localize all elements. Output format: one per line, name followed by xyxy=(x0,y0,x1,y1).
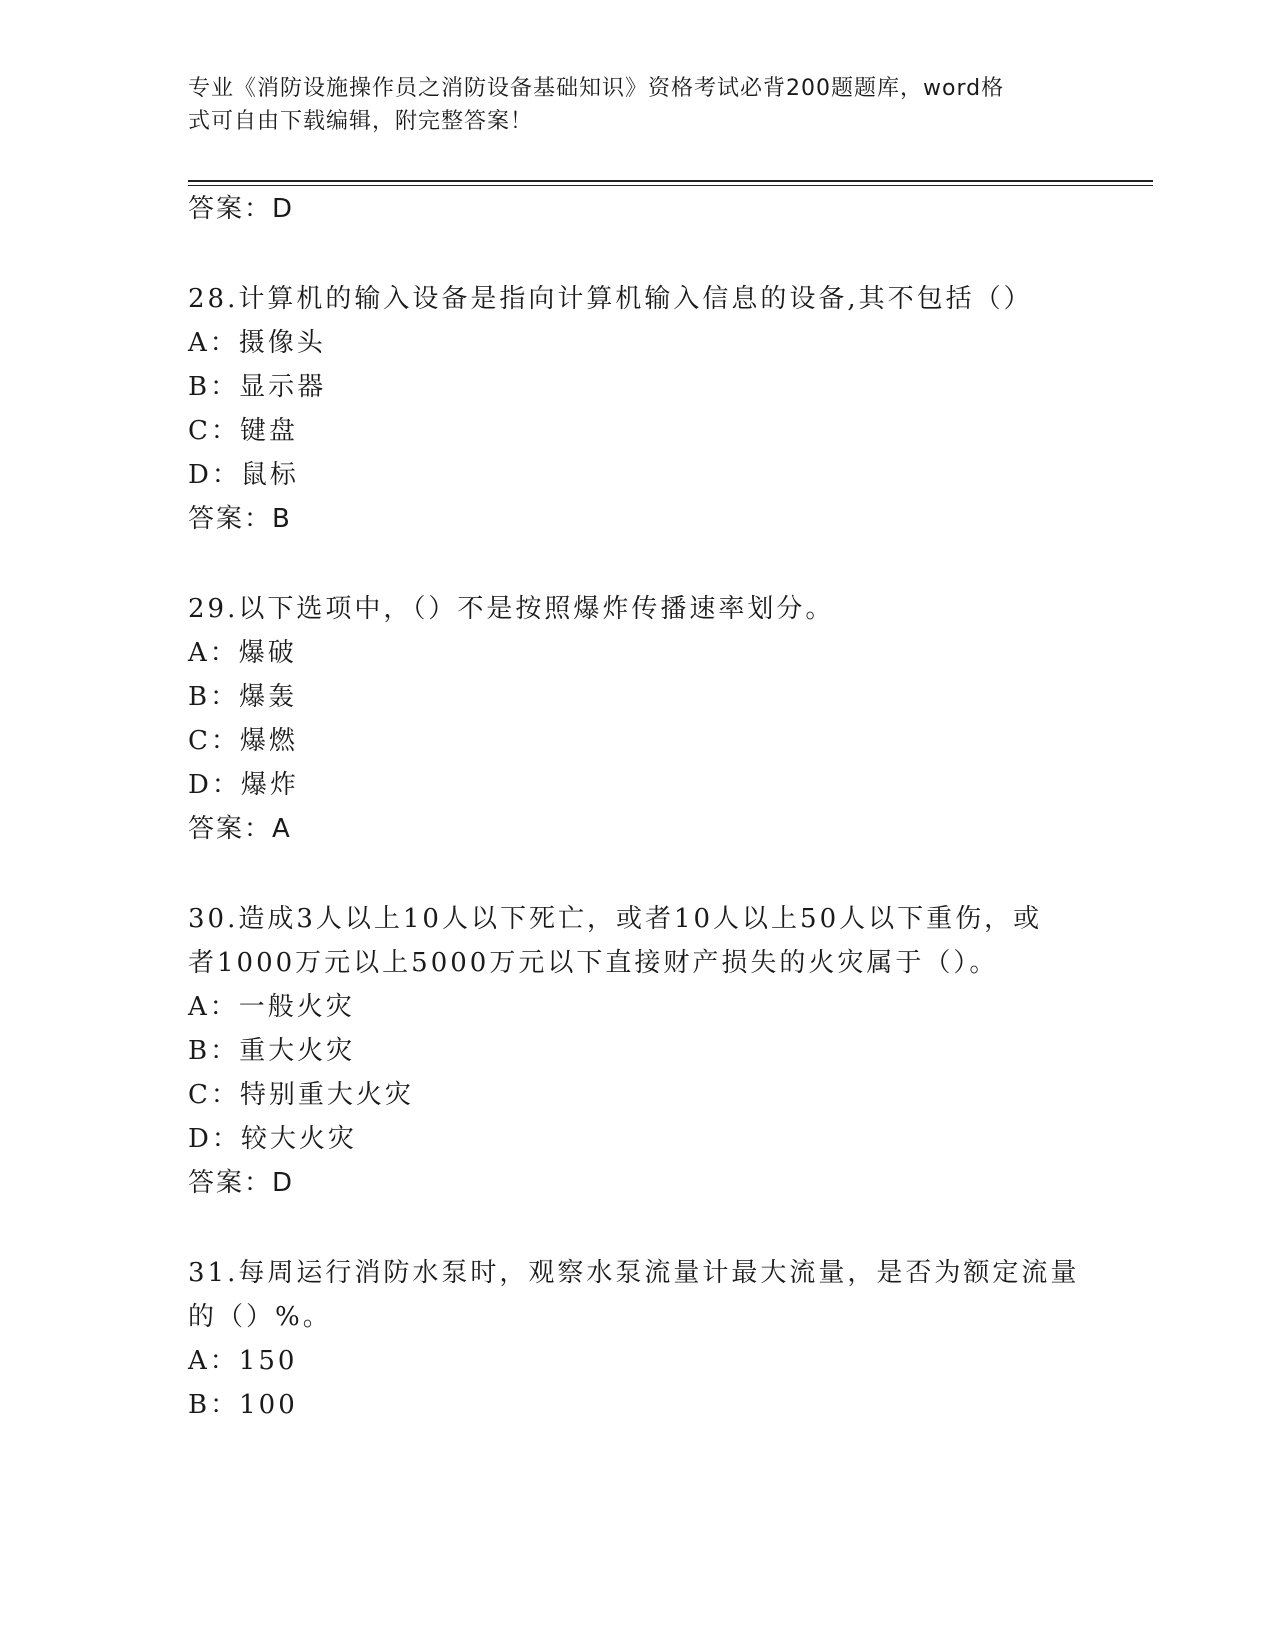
question-30-option-d: D：较大火灾 xyxy=(188,1124,357,1154)
question-30-stem-line-1: 30.造成3人以上10人以下死亡，或者10人以上50人以下重伤，或 xyxy=(188,904,1043,934)
question-29-answer: 答案：A xyxy=(188,814,292,844)
question-30-option-b: B：重大火灾 xyxy=(188,1036,356,1066)
question-31-option-a: A：150 xyxy=(188,1346,298,1376)
header-line-1: 专业《消防设施操作员之消防设备基础知识》资格考试必背200题题库，word格 xyxy=(188,76,1005,101)
question-29-option-b: B：爆轰 xyxy=(188,682,298,712)
question-30-option-c: C：特别重大火灾 xyxy=(188,1080,414,1110)
header-divider-thin xyxy=(188,185,1153,186)
question-28-answer: 答案：B xyxy=(188,504,292,534)
document-header xyxy=(188,72,1068,138)
previous-answer: 答案：D xyxy=(188,194,295,224)
question-29-stem: 29.以下选项中，（）不是按照爆炸传播速率划分。 xyxy=(188,594,835,624)
question-28-option-b: B：显示器 xyxy=(188,372,327,402)
question-29-option-c: C：爆燃 xyxy=(188,726,298,756)
question-28-option-d: D：鼠标 xyxy=(188,460,299,490)
question-31-stem-line-2: 的（）%。 xyxy=(188,1302,332,1332)
header-divider-thick xyxy=(188,180,1153,182)
question-30-answer: 答案：D xyxy=(188,1168,295,1198)
question-29-option-d: D：爆炸 xyxy=(188,770,299,800)
question-28-option-a: A：摄像头 xyxy=(188,328,326,358)
question-31-stem-line-1: 31.每周运行消防水泵时，观察水泵流量计最大流量，是否为额定流量 xyxy=(188,1258,1080,1288)
question-28-stem: 28.计算机的输入设备是指向计算机输入信息的设备,其不包括（） xyxy=(188,284,1033,314)
question-29-option-a: A：爆破 xyxy=(188,638,297,668)
question-31-option-b: B：100 xyxy=(188,1390,298,1420)
question-30-stem-line-2: 者1000万元以上5000万元以下直接财产损失的火灾属于（）。 xyxy=(188,948,999,978)
question-28-option-c: C：键盘 xyxy=(188,416,298,446)
header-line-2: 式可自由下载编辑，附完整答案！ xyxy=(188,109,534,134)
question-30-option-a: A：一般火灾 xyxy=(188,992,355,1022)
